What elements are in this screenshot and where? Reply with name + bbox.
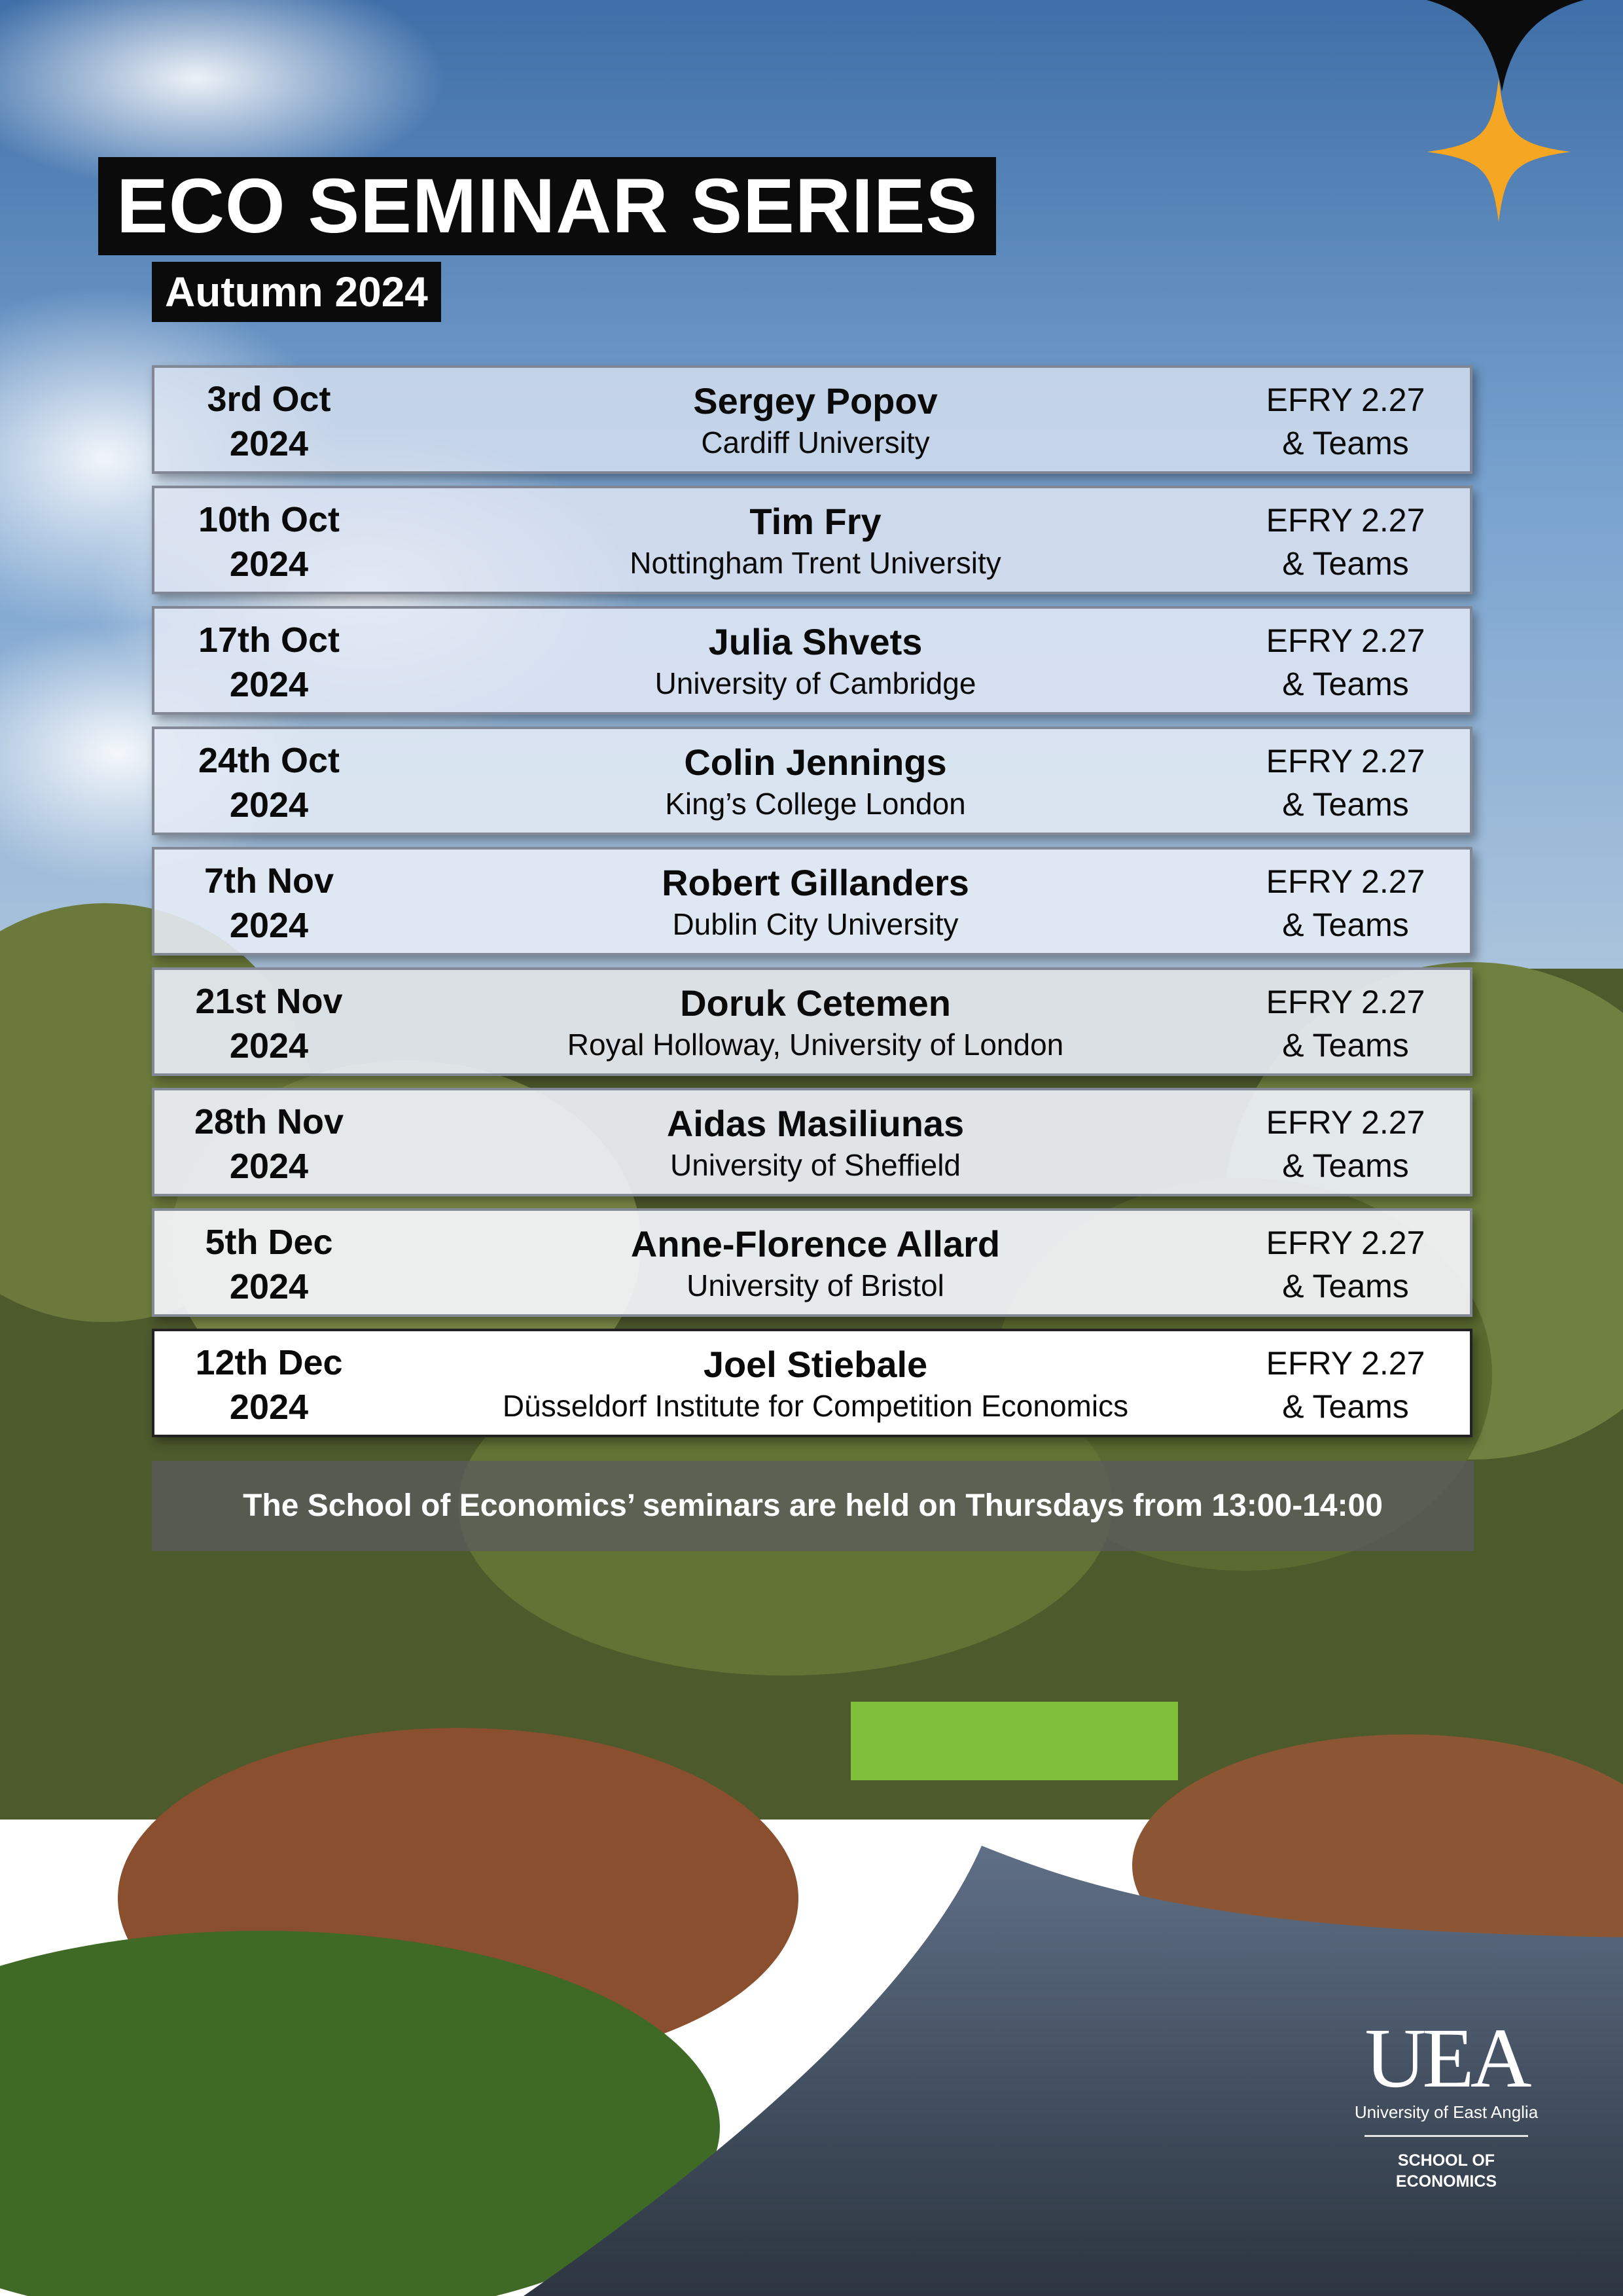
- speaker-name: Robert Gillanders: [662, 862, 969, 903]
- speaker-name: Doruk Cetemen: [680, 982, 951, 1024]
- seminar-date: 10th Oct 2024: [198, 500, 340, 584]
- speaker-name: Aidas Masiliunas: [666, 1103, 965, 1144]
- speaker-name: Joel Stiebale: [703, 1344, 928, 1385]
- seminar-date: 17th Oct 2024: [198, 620, 340, 704]
- seminar-date: 7th Nov 2024: [204, 861, 334, 945]
- speaker-name: Anne-Florence Allard: [630, 1223, 1001, 1265]
- seminar-date: 28th Nov 2024: [194, 1102, 344, 1186]
- speaker-name: Colin Jennings: [684, 742, 947, 783]
- seminar-venue: EFRY 2.27 & Teams: [1266, 502, 1425, 582]
- seminar-row: [152, 606, 1472, 715]
- seminar-speaker: [383, 500, 1247, 583]
- logo-divider: [1364, 2135, 1528, 2137]
- seminar-row: [152, 1208, 1472, 1317]
- seminar-row: [152, 486, 1472, 594]
- page-subtitle: Autumn 2024: [152, 262, 441, 322]
- logo-university: University of East Anglia: [1354, 2102, 1539, 2122]
- seminar-row: [152, 847, 1472, 956]
- gold-star-shape: [1427, 79, 1571, 223]
- logo-school-line2: ECONOMICS: [1395, 2172, 1497, 2191]
- seminar-venue: EFRY 2.27 & Teams: [1266, 1104, 1425, 1184]
- seminar-date: 12th Dec 2024: [195, 1343, 343, 1427]
- seminar-speaker: [383, 1343, 1247, 1426]
- seminar-speaker: [383, 982, 1247, 1064]
- schedule-note: The School of Economics’ seminars are held on Thursdays from 13:00-14:00: [152, 1461, 1474, 1551]
- speaker-institution: University of Cambridge: [654, 666, 976, 700]
- seminar-date: 3rd Oct 2024: [207, 380, 331, 463]
- seminar-venue: EFRY 2.27 & Teams: [1266, 622, 1425, 702]
- speaker-name: Tim Fry: [749, 501, 882, 542]
- seminar-speaker: [383, 861, 1247, 944]
- logo-school-line1: SCHOOL OF: [1397, 2151, 1495, 2170]
- speaker-institution: Cardiff University: [701, 425, 930, 459]
- seminar-date: 21st Nov 2024: [195, 982, 343, 1066]
- speaker-name: Sergey Popov: [693, 380, 938, 422]
- seminar-venue: EFRY 2.27 & Teams: [1266, 1345, 1425, 1425]
- seminar-date: 5th Dec 2024: [205, 1223, 333, 1306]
- seminar-date: 24th Oct 2024: [198, 741, 340, 825]
- seminar-speaker: [383, 620, 1247, 703]
- seminar-row: [152, 365, 1472, 474]
- seminar-row: [152, 1088, 1472, 1196]
- speaker-institution: King’s College London: [665, 787, 966, 821]
- speaker-institution: University of Bristol: [687, 1268, 944, 1302]
- seminar-venue: EFRY 2.27 & Teams: [1266, 382, 1425, 461]
- speaker-institution: Nottingham Trent University: [630, 546, 1001, 580]
- speaker-name: Julia Shvets: [708, 621, 923, 662]
- seminar-row: [152, 726, 1472, 835]
- speaker-institution: Dublin City University: [672, 907, 959, 941]
- seminar-venue: EFRY 2.27 & Teams: [1266, 863, 1425, 943]
- uea-logo: [1348, 2011, 1544, 2192]
- speaker-institution: Royal Holloway, University of London: [567, 1028, 1064, 1062]
- logo-letters: UEA: [1364, 2011, 1528, 2106]
- seminar-speaker: [383, 380, 1247, 462]
- seminar-venue: EFRY 2.27 & Teams: [1266, 1225, 1425, 1304]
- seminar-venue: EFRY 2.27 & Teams: [1266, 984, 1425, 1064]
- star-icon: [1414, 0, 1597, 223]
- seminar-venue: EFRY 2.27 & Teams: [1266, 743, 1425, 823]
- seminar-speaker: [383, 1223, 1247, 1305]
- page-title: ECO SEMINAR SERIES: [98, 157, 996, 255]
- speaker-institution: Düsseldorf Institute for Competition Economics: [502, 1389, 1129, 1423]
- speaker-institution: University of Sheffield: [669, 1148, 961, 1182]
- seminar-row: [152, 967, 1472, 1076]
- seminar-speaker: [383, 741, 1247, 823]
- seminar-speaker: [383, 1102, 1247, 1185]
- seminar-row: [152, 1329, 1472, 1437]
